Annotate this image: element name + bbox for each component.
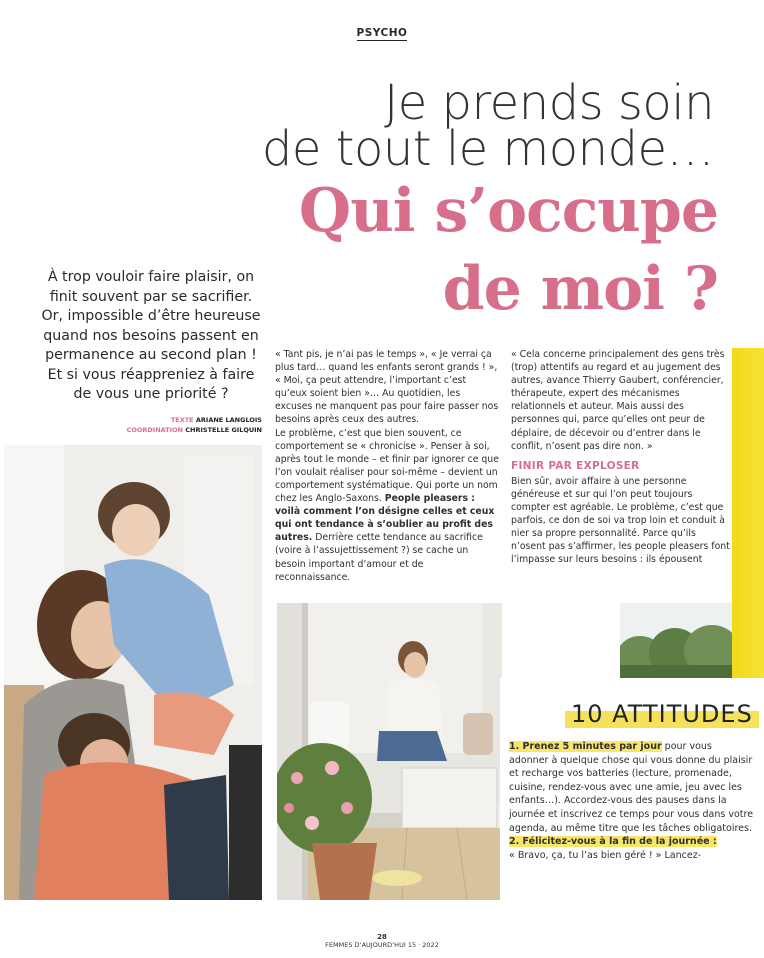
headline-line-4: de moi ? — [442, 254, 718, 324]
credit-coord-label: COORDINATION — [126, 426, 183, 434]
article-column-2 — [511, 348, 733, 567]
headline-bold — [299, 172, 718, 328]
article-bold-sentence: People pleasers : voilà comment l’on désigne celles et ceux qui ont tendance à s’oublier au profit des autres. — [275, 493, 495, 544]
tips-box-title: 10 ATTITUDES — [565, 700, 759, 728]
photo-woman-window — [277, 603, 502, 900]
photo-trees — [620, 603, 732, 678]
publication-name: FEMMES D’AUJOURD’HUI 15 · 2022 — [325, 941, 439, 949]
headline-light — [261, 75, 714, 177]
page-number: 28 — [377, 933, 387, 941]
tip-2-text: « Bravo, ça, tu l’as bien géré ! » Lancez- — [509, 849, 702, 861]
section-rubric: PSYCHO — [356, 27, 408, 39]
photo-mother-children — [4, 445, 262, 900]
credit-text-label: TEXTE — [170, 416, 194, 424]
tip-1-label: 1. Prenez 5 minutes par jour — [509, 741, 662, 752]
credit-coord-name: CHRISTELLE GILQUIN — [185, 426, 262, 434]
article-paragraph: « Tant pis, je n’ai pas le temps », « Je verrai ça plus tard… quand les enfants seront grands ! », « Moi, ça peut attendre, l’important c’est qu’eux soient bien »… Au quotidien, les excuses ne manquent pas pour faire passer nos besoins après ceux des autres. — [275, 349, 499, 426]
headline-line-3: Qui s’occupe — [298, 176, 718, 246]
photo-mother-children-illustration — [4, 445, 262, 900]
headline-line-1: Je prends soin — [384, 75, 714, 131]
lede-paragraph: À trop vouloir faire plaisir, on finit souvent par se sacrifier. Or, impossible d’être heureuse quand nos besoins passent en permanence au second plan ! Et si vous réappreniez à faire de vous une priorité ? — [41, 269, 261, 402]
tip-2-label: 2. Félicitez-vous à la fin de la journée : — [509, 836, 717, 848]
credits — [40, 415, 262, 435]
photo-woman-window-illustration — [277, 603, 502, 900]
yellow-photo-edge — [732, 348, 764, 678]
tips-box-text — [509, 740, 754, 862]
photo-trees-illustration — [620, 603, 732, 678]
article-paragraph: Bien sûr, avoir affaire à une personne généreuse et sur qui l’on peut toujours compter est agréable. Le problème, c’est que parfois, ce don de soi va trop loin et conduit à nier sa propre personnalité. Parce qu’ils n’osent pas s’affirmer, les people pleasers font l’impasse sur leurs besoins : ils épousent — [511, 475, 730, 566]
article-paragraph: Le problème, c’est que bien souvent, ce comportement se « chronicise ». Penser à soi, après tout le monde – et finir par ignorer ce que l’on voulait réaliser pour soi-même – devient un comportement systématique. Qui porte un nom chez les Anglo-Saxons. People pleasers : voilà comment l’on désigne celles et ceux qui ont tendance à s’oublier au profit des autres. Derrière cette tendance au sacrifice (voire à l’assujettissement ?) se cache un besoin important d’amour et de reconnaissance. — [275, 427, 499, 583]
credit-text-name: ARIANE LANGLOIS — [195, 416, 262, 424]
article-column-1 — [275, 348, 500, 584]
tip-1-text: pour vous adonner à quelque chose qui vous donne du plaisir et recharge vos batteries (lecture, promenade, cuisine, rendez-vous avec une amie, jeu avec les enfants…). Accordez-vous des pauses dans la journée et inscrivez ce temps pour vous dans votre agenda, au même titre que les tâches obligatoires. — [509, 741, 754, 834]
page-footer — [0, 933, 764, 949]
article-paragraph: « Cela concerne principalement des gens très (trop) attentifs au regard et au jugement des autres, avance Thierry Gaubert, conférencier, thérapeute, expert des mécanismes relationnels et auteur. Mais aussi des personnes qui, parce qu’elles ont peur de déplaire, de décevoir ou d’entrer dans le conflit, n’osent pas dire non. » — [511, 349, 725, 452]
headline-line-2: de tout le monde… — [261, 121, 714, 177]
article-subhead: FINIR PAR EXPLOSER — [511, 459, 640, 472]
